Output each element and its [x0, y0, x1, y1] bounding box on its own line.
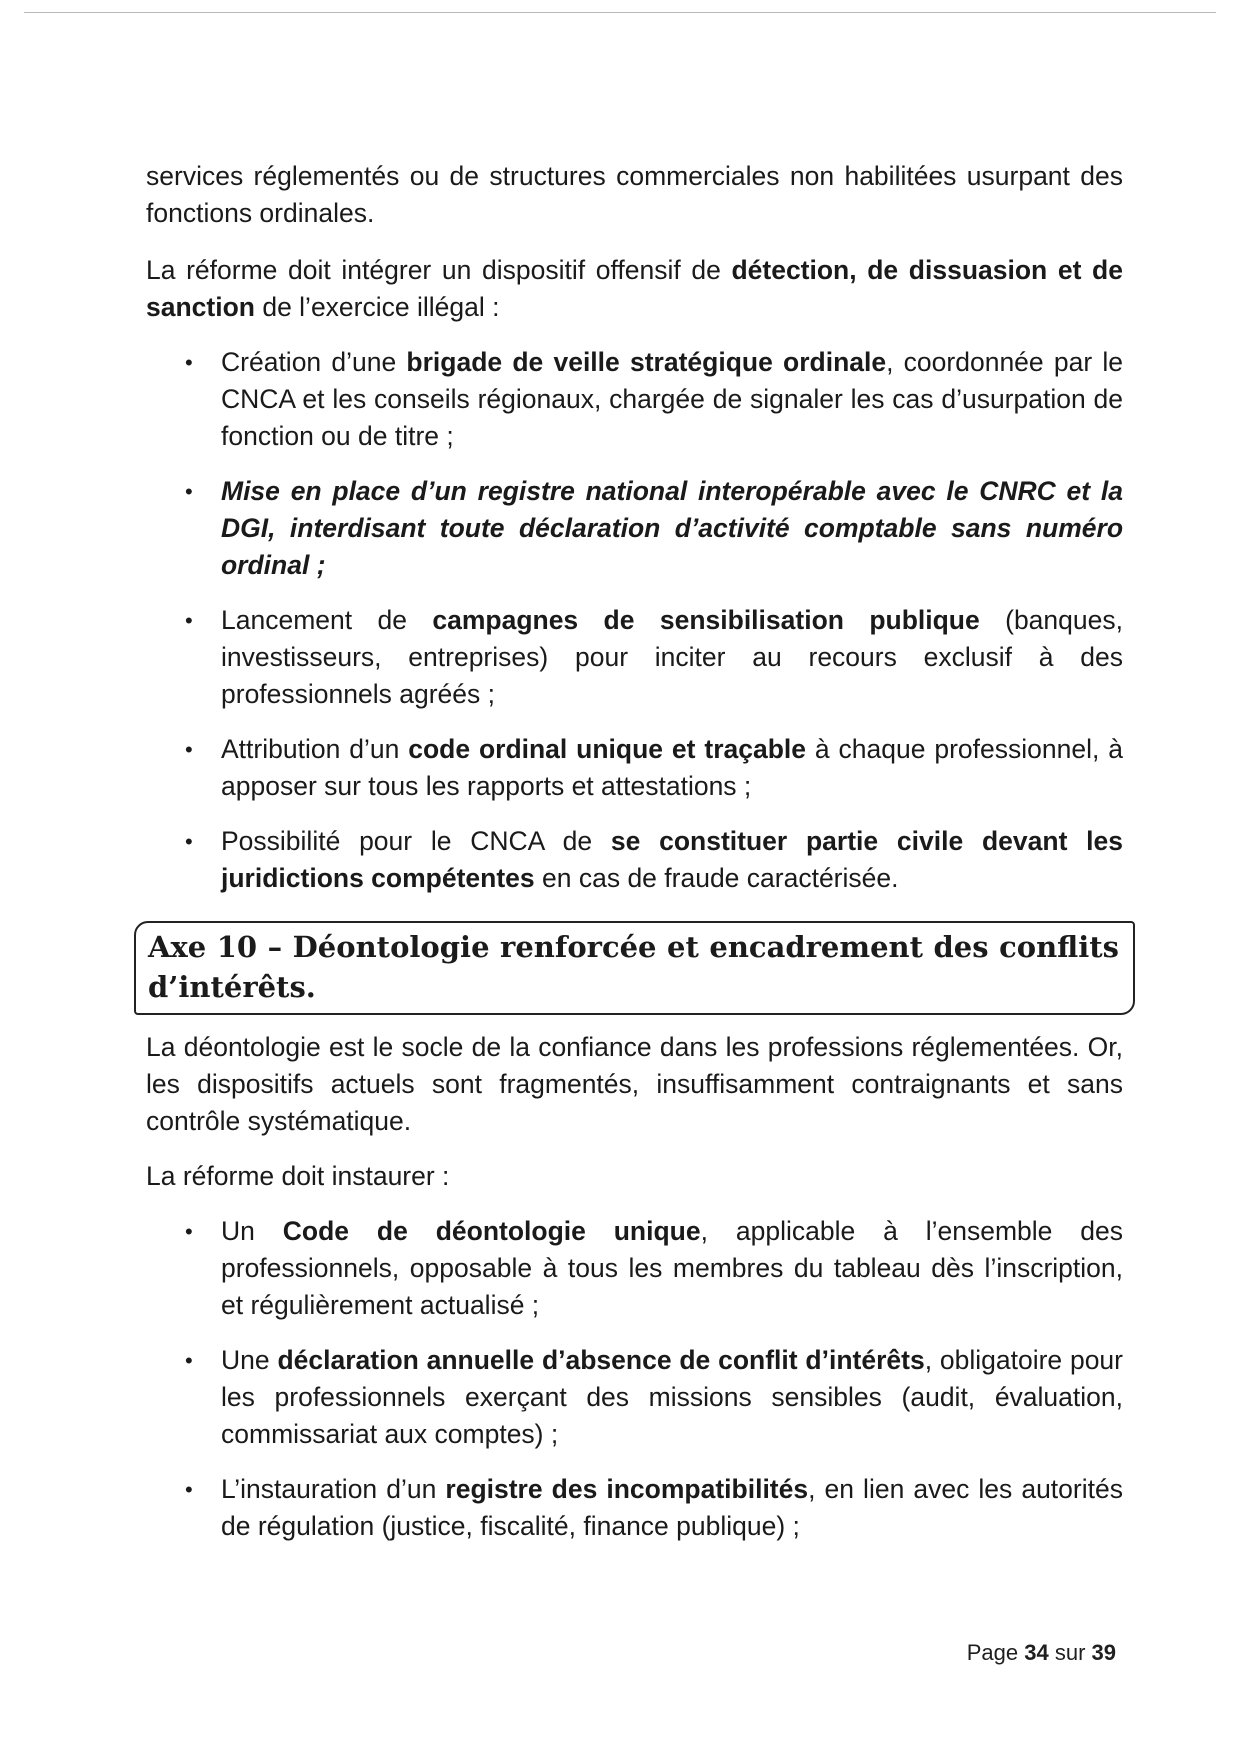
- bullet-icon: •: [185, 479, 193, 504]
- list-item: • Attribution d’un code ordinal unique et traçable à chaque professionnel, à apposer sur tous les rapports et attestations ;: [146, 731, 1123, 805]
- bullet-icon: •: [185, 350, 193, 375]
- bullet-icon: •: [185, 1477, 193, 1502]
- measures-list: [146, 344, 1123, 897]
- list-item: • L’instauration d’un registre des incompatibilités, en lien avec les autorités de régulation (justice, fiscalité, finance publique) ;: [146, 1471, 1123, 1545]
- bullet-icon: •: [185, 829, 193, 854]
- intro-paragraph: services réglementés ou de structures commerciales non habilitées usurpant des fonctions ordinales.: [146, 161, 1123, 228]
- bullet-icon: •: [185, 737, 193, 762]
- page-footer: [967, 1640, 1116, 1666]
- list-item: • Lancement de campagnes de sensibilisation publique (banques, investisseurs, entreprises) pour inciter au recours exclusif à des professionnels agréés ;: [146, 602, 1123, 713]
- document-page: [146, 158, 1123, 1563]
- text-run: La réforme doit intégrer un dispositif offensif de: [146, 255, 732, 285]
- reform-intro-paragraph: [146, 252, 1123, 326]
- page-number: 34: [1024, 1640, 1049, 1665]
- reform-must-paragraph: La réforme doit instaurer :: [146, 1161, 450, 1191]
- list-item: • Mise en place d’un registre national interopérable avec le CNRC et la DGI, interdisant toute déclaration d’activité comptable sans numéro ordinal ;: [146, 473, 1123, 584]
- section-heading-axe-10: Axe 10 – Déontologie renforcée et encadrement des conflits d’intérêts.: [134, 921, 1135, 1015]
- page-total: 39: [1091, 1640, 1116, 1665]
- top-rule: [24, 12, 1216, 13]
- list-item: • Possibilité pour le CNCA de se constituer partie civile devant les juridictions compétentes en cas de fraude caractérisée.: [146, 823, 1123, 897]
- page-sur-label: sur: [1054, 1640, 1086, 1665]
- list-item: • Création d’une brigade de veille stratégique ordinale, coordonnée par le CNCA et les conseils régionaux, chargée de signaler les cas d’usurpation de fonction ou de titre ;: [146, 344, 1123, 455]
- deontology-paragraph: La déontologie est le socle de la confiance dans les professions réglementées. Or, les dispositifs actuels sont fragmentés, insuffisamment contraignants et sans contrôle systématique.: [146, 1032, 1123, 1136]
- page-label: Page: [966, 1640, 1019, 1665]
- bullet-icon: •: [185, 1219, 193, 1244]
- bullet-icon: •: [185, 1348, 193, 1373]
- list-item: • Un Code de déontologie unique, applicable à l’ensemble des professionnels, opposable à tous les membres du tableau dès l’inscription, et régulièrement actualisé ;: [146, 1213, 1123, 1324]
- bold-run: détection, de dissuasion et de sanction: [146, 255, 1123, 322]
- bullet-icon: •: [185, 608, 193, 633]
- deontology-measures-list: [146, 1213, 1123, 1545]
- text-run: de l’exercice illégal :: [254, 292, 500, 322]
- list-item: • Une déclaration annuelle d’absence de conflit d’intérêts, obligatoire pour les professionnels exerçant des missions sensibles (audit, évaluation, commissariat aux comptes) ;: [146, 1342, 1123, 1453]
